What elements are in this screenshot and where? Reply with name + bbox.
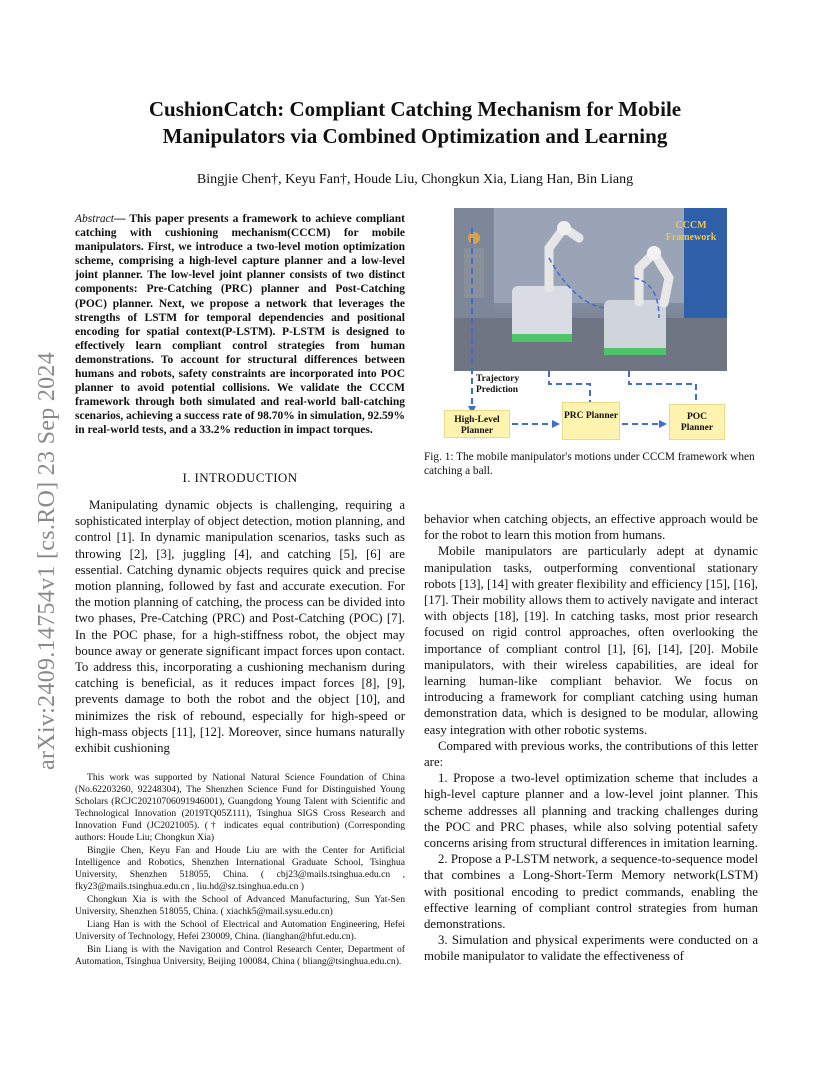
footnote-affiliation-3: Liang Han is with the School of Electrical and Automation Engineering, Hefei University of Technology, Hefei 230009, China. (lianghan@hfut.edu.cn). <box>75 919 405 942</box>
title-line-1: CushionCatch: Compliant Catching Mechanism for Mobile <box>148 97 682 121</box>
footnote-affiliation-1: Bingjie Chen, Keyu Fan and Houde Liu are with the Center for Artificial Intelligence and Robotics, Shenzhen International Graduate School, Tsinghua University, Shenzhen 518055, China. ( cbj23@mails.tsinghua.edu.cn , fky23@mails.tsinghua.edu.cn , liu.hd@sz.tsinghua.edu.cn ) <box>75 845 405 892</box>
paper-title <box>80 96 750 150</box>
right-paragraph-1: behavior when catching objects, an effective approach would be for the robot to learn this motion from humans. <box>424 512 758 543</box>
footnotes <box>75 772 405 969</box>
abstract-label: Abstract <box>75 213 114 225</box>
intro-body <box>75 497 405 756</box>
contribution-3: 3. Simulation and physical experiments were conducted on a mobile manipulator to validate the effectiveness of <box>424 933 758 964</box>
intro-paragraph: Manipulating dynamic objects is challenging, requiring a sophisticated interplay of object detection, motion planning, and control [1]. In dynamic manipulation scenarios, tasks such as throwing [2], [3], juggling [4], and catching [5], [6] are essential. Catching dynamic objects requires quick and precise motion planning, followed by fast and accurate execution. For the motion planning of catching, the process can be divided into two phases, Pre-Catching (PRC) and Post-Catching (POC) [7]. In the POC phase, for a high-stiffness robot, the object may bounce away or generate significant impact forces upon contact. To address this, incorporating a cushioning mechanism during catching is beneficial, as it reduces impact forces [8], [9], prevents damage to both the robot and the object [10], and minimizes the risk of rebound, especially for high-speed or high-mass objects [11], [12]. Moreover, since humans naturally exhibit cushioning <box>75 498 405 756</box>
framework-label: CCCM Framework <box>665 220 717 243</box>
right-paragraph-3: Compared with previous works, the contributions of this letter are: <box>424 738 758 770</box>
right-column-body <box>424 511 758 965</box>
author-list: Bingjie Chen†, Keyu Fan†, Houde Liu, Chongkun Xia, Liang Han, Bin Liang <box>196 172 634 187</box>
trajectory-label: Trajectory Prediction <box>476 374 520 395</box>
footnote-affiliation-2: Chongkun Xia is with the School of Advanced Manufacturing, Sun Yat-Sen University, Shenzhen 518055, China. ( xiachk5@mail.sysu.edu.cn) <box>75 894 405 917</box>
prc-planner-box: PRC Planner <box>562 402 620 440</box>
right-paragraph-2: Mobile manipulators are particularly adept at dynamic manipulation tasks, outperforming conventional stationary robots [13], [14] with greater flexibility and efficiency [15], [16], [17]. Their mobility allows them to actively navigate and interact with objects [18], [19]. In catching tasks, most prior research focused on rigid control approaches, often overlooking the importance of compliant control [1], [6], [14], [20]. Mobile manipulators, with their wireless capabilities, are ideal for learning human-like compliant behavior. We focus on introducing a framework for compliant catching using human demonstration data, which is designed to be modular, allowing easy integration with other robotic systems. <box>424 544 758 737</box>
arxiv-stamp <box>14 300 60 770</box>
title-line-2: Manipulators via Combined Optimization and Learning <box>162 124 668 148</box>
abstract-text: — This paper presents a framework to achieve compliant catching with cushioning mechanism(CCCM) for mobile manipulators. First, we introduce a two-level motion optimization scheme, comprising a high-level capture planner and a low-level joint planner. The low-level joint planner consists of two distinct components: Pre-Catching (PRC) planner and Post-Catching (POC) planner. Next, we propose a network that leverages the strengths of LSTM for temporal dependencies and positional encoding for spatial context(P-LSTM). P-LSTM is designed to effectively learn compliant control strategies from human demonstrations. To account for structural differences between humans and robots, safety constraints are incorporated into POC planner to avoid potential collisions. We validate the CCCM framework through both simulated and real-world ball-catching scenarios, achieving a success rate of 98.70% in simulation, 92.59% in real-world tests, and a 33.2% reduction in impact torques. <box>75 213 405 437</box>
contribution-2: 2. Propose a P-LSTM network, a sequence-to-sequence model that combines a Long-Short-Term Memory network(LSTM) with positional encoding to predict commands, enabling the effective learning of compliant control strategies from human demonstrations. <box>424 852 758 932</box>
arxiv-identifier: arXiv:2409.14754v1 [cs.RO] 23 Sep 2024 <box>34 351 60 770</box>
poc-planner-box: POC Planner <box>669 404 725 440</box>
abstract <box>75 212 405 438</box>
high-level-planner-box: High-Level Planner <box>444 410 510 438</box>
contribution-1: 1. Propose a two-level optimization scheme that includes a high-level capture planner and a low-level joint planner. This scheme addresses all planning and tracking challenges during the POC and PRC phases, while also solving potential safety concerns arising from structural differences in imitation learning. <box>424 771 758 851</box>
figure-1 <box>424 208 758 444</box>
footnote-affiliation-4: Bin Liang is with the Navigation and Control Research Center, Department of Automation, Tsinghua University, Beijing 100084, China ( bliang@tsinghua.edu.cn). <box>75 944 405 967</box>
section-heading: I. INTRODUCTION <box>182 470 298 485</box>
footnote-funding: This work was supported by National Natural Science Foundation of China (No.62203260, 92248304), The Shenzhen Science Fund for Distinguished Young Scholars (RCJC20210706091946001), Guangdong Young Talent with Scientific and Technological Innovation (2019TQ05Z111), Tsinghua SIGS Cross Research and Innovation Fund (JC2021005). († indicates equal contribution) (Corresponding authors: Houde Liu; Chongkun Xia) <box>75 772 405 843</box>
figure-caption: Fig. 1: The mobile manipulator's motions under CCCM framework when catching a ball. <box>424 451 755 477</box>
